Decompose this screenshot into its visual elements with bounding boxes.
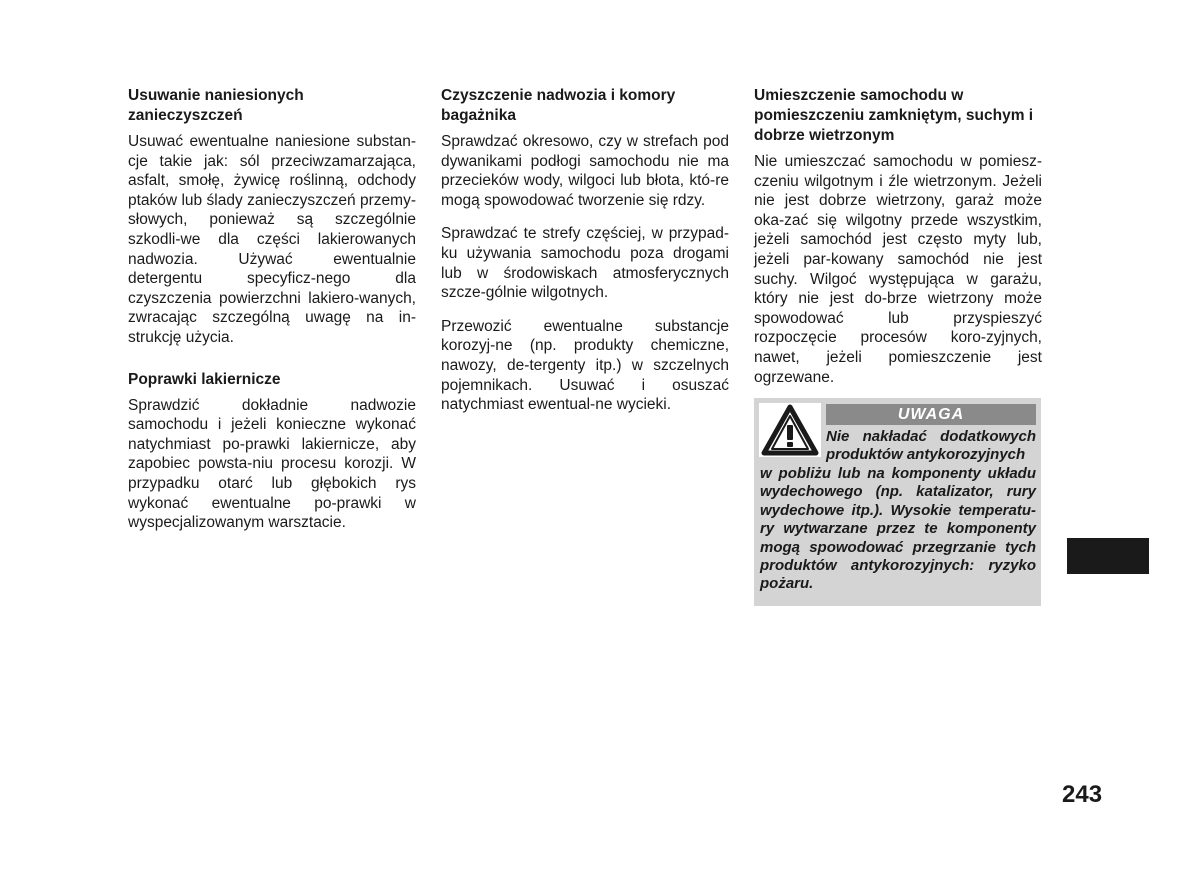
section-paragraph: Sprawdzać te strefy częściej, w przypad-ku używania samochodu poza drogami lub w środowiskach atmosferycznych szcze-gólnie wilgotnych.: [441, 225, 729, 302]
section-heading: Poprawki lakiernicze: [128, 370, 281, 388]
warning-text: Nie nakładać dodatkowych produktów antykorozyjnych: [826, 428, 1036, 464]
section-heading: Czyszczenie nadwozia i komory bagażnika: [441, 87, 676, 124]
column-1: [128, 86, 416, 547]
section-paragraph: Sprawdzać okresowo, czy w strefach pod dywanikami podłogi samochodu nie ma przecieków wody, wilgoci lub błota, któ-re mogą spowodować tworzenie się rdzy.: [441, 133, 729, 209]
section-paragraph: Usuwać ewentualne naniesione substan-cje takie jak: sól przeciwzamarzająca, asfalt, smołę, żywicę roślinną, odchody ptaków lub ślady zanieczyszczeń przemy-słowych, ponieważ są szczególnie szkodli-we dla części lakierowanych nadwozia. Używać ewentualnie detergentu specyficz-nego dla czyszczenia powierzchni lakiero-wanych, zwracając szczególną uwagę na in-strukcję użycia.: [128, 133, 416, 346]
warning-text: w pobliżu lub na komponenty układu wydechowego (np. katalizator, rury wydechowe itp.). Wysokie temperatu-ry wytwarzane przez te komponenty mogą spowodować przegrzanie tych produktów antykorozyjnych: ryzyko pożaru.: [760, 465, 1036, 593]
warning-title: UWAGA: [826, 404, 1036, 425]
section-paragraph: Nie umieszczać samochodu w pomiesz-czeniu wilgotnym i źle wietrzonym. Jeżeli nie jest dobrze wietrzony, garaż może oka-zać się wilgotny przede wszystkim, jeżeli samochód jest często myty lub, jeżeli par-kowany samochód nie jest suchy. Wilgoć występująca w garażu, który nie jest do-brze wietrzony może spowodować lub przyspieszyć rozpoczęcie procesów koro-zyjnych, nawet, jeżeli pomieszczenie jest ogrzewane.: [754, 153, 1042, 386]
page-number: 243: [1062, 781, 1103, 808]
section-heading: Usuwanie naniesionych zanieczyszczeń: [128, 87, 304, 124]
column-3: [754, 86, 1042, 401]
section-heading: Umieszczenie samochodu w pomieszczeniu zamkniętym, suchym i dobrze wietrzonym: [754, 87, 1034, 144]
section-paragraph: Sprawdzić dokładnie nadwozie samochodu i jeżeli konieczne wykonać natychmiast po-prawki lakiernicze, aby zapobiec powsta-niu procesu korozji. W przypadku otarć lub głębokich rys wykonać ewentualne po-prawki w wyspecjalizowanym warsztacie.: [128, 396, 416, 532]
warning-triangle-icon: [759, 403, 821, 457]
column-2: [441, 86, 729, 429]
warning-box: [754, 398, 1041, 606]
section-paragraph: Przewozić ewentualne substancje korozyj-ne (np. produkty chemiczne, nawozy, de-tergenty itp.) w szczelnych pojemnikach. Usuwać i osuszać natychmiast ewentual-ne wycieki.: [441, 317, 729, 414]
chapter-tab: [1067, 538, 1149, 574]
